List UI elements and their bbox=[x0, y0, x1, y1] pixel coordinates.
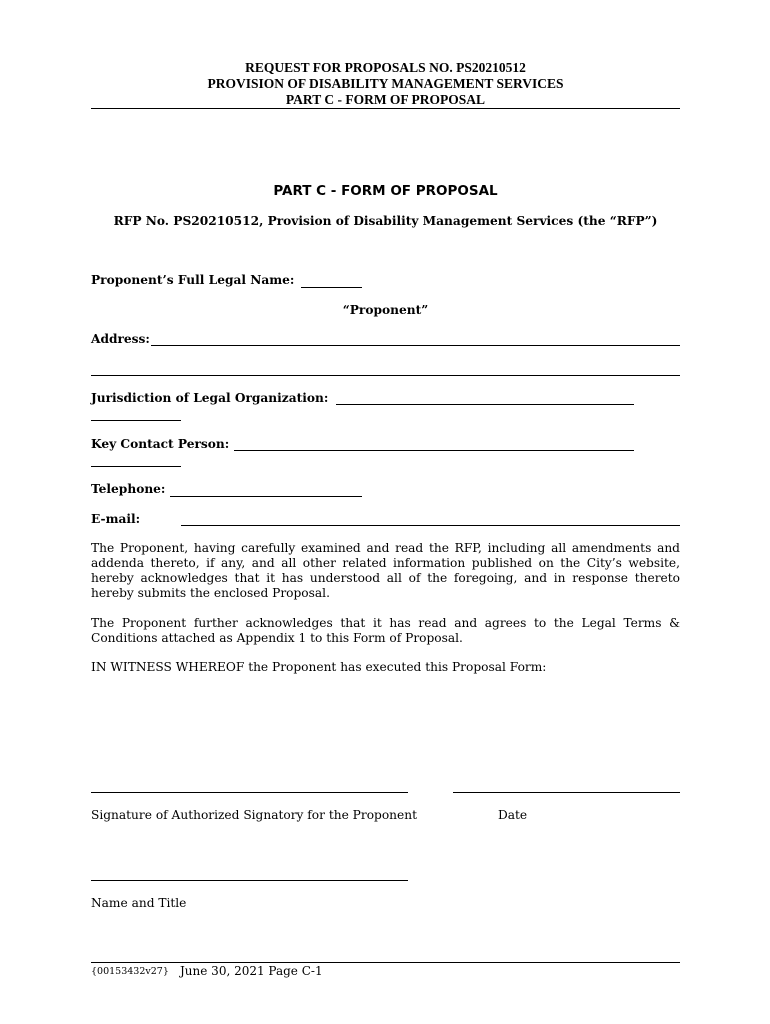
header-line-2: PROVISION OF DISABILITY MANAGEMENT SERVICES bbox=[207, 76, 564, 91]
name-title-field[interactable] bbox=[91, 880, 408, 881]
contact-label: Key Contact Person: bbox=[91, 437, 230, 451]
address-field-line-2[interactable] bbox=[91, 375, 680, 376]
name-title-label: Name and Title bbox=[91, 896, 187, 910]
terms-paragraph: The Proponent further acknowledges that it has read and agrees to the Legal Terms & Conditions attached as Appendix 1 to this Form of Proposal. bbox=[91, 616, 680, 645]
proponent-note: “Proponent” bbox=[342, 303, 429, 317]
footer-rule bbox=[91, 962, 680, 963]
header-rule bbox=[91, 108, 680, 109]
contact-field[interactable] bbox=[234, 450, 634, 451]
signatory-label: Signature of Authorized Signatory for the Proponent bbox=[91, 808, 417, 822]
header-line-3: PART C - FORM OF PROPOSAL bbox=[285, 92, 486, 107]
email-field[interactable] bbox=[181, 525, 680, 526]
witness-paragraph: IN WITNESS WHEREOF the Proponent has executed this Proposal Form: bbox=[91, 660, 547, 674]
address-field-line-1[interactable] bbox=[151, 345, 680, 346]
jurisdiction-field[interactable] bbox=[336, 404, 634, 405]
date-label: Date bbox=[498, 808, 528, 822]
telephone-field[interactable] bbox=[170, 496, 362, 497]
signature-field[interactable] bbox=[91, 792, 408, 793]
telephone-label: Telephone: bbox=[91, 482, 166, 496]
page-title: PART C - FORM OF PROPOSAL bbox=[273, 183, 498, 199]
email-label: E-mail: bbox=[91, 512, 141, 526]
rfp-subtitle: RFP No. PS20210512, Provision of Disability Management Services (the “RFP”) bbox=[113, 214, 658, 228]
address-label: Address: bbox=[91, 332, 150, 346]
jurisdiction-label: Jurisdiction of Legal Organization: bbox=[91, 391, 329, 405]
footer-date-page: June 30, 2021 Page C-1 bbox=[180, 964, 323, 978]
header-line-1: REQUEST FOR PROPOSALS NO. PS20210512 bbox=[245, 60, 526, 75]
contact-field-continued[interactable] bbox=[91, 466, 181, 467]
jurisdiction-field-continued[interactable] bbox=[91, 420, 181, 421]
date-field[interactable] bbox=[453, 792, 680, 793]
acknowledgement-paragraph: The Proponent, having carefully examined and read the RFP, including all amendments and addenda thereto, if any, and all other related information published on the City’s website, hereby acknowledges that it has understood all of the foregoing, and in response thereto hereby submits the enclosed Proposal. bbox=[91, 541, 680, 600]
legal-name-field[interactable] bbox=[301, 287, 362, 288]
footer-doc-id: {00153432v27} bbox=[91, 966, 169, 977]
legal-name-label: Proponent’s Full Legal Name: bbox=[91, 273, 295, 287]
